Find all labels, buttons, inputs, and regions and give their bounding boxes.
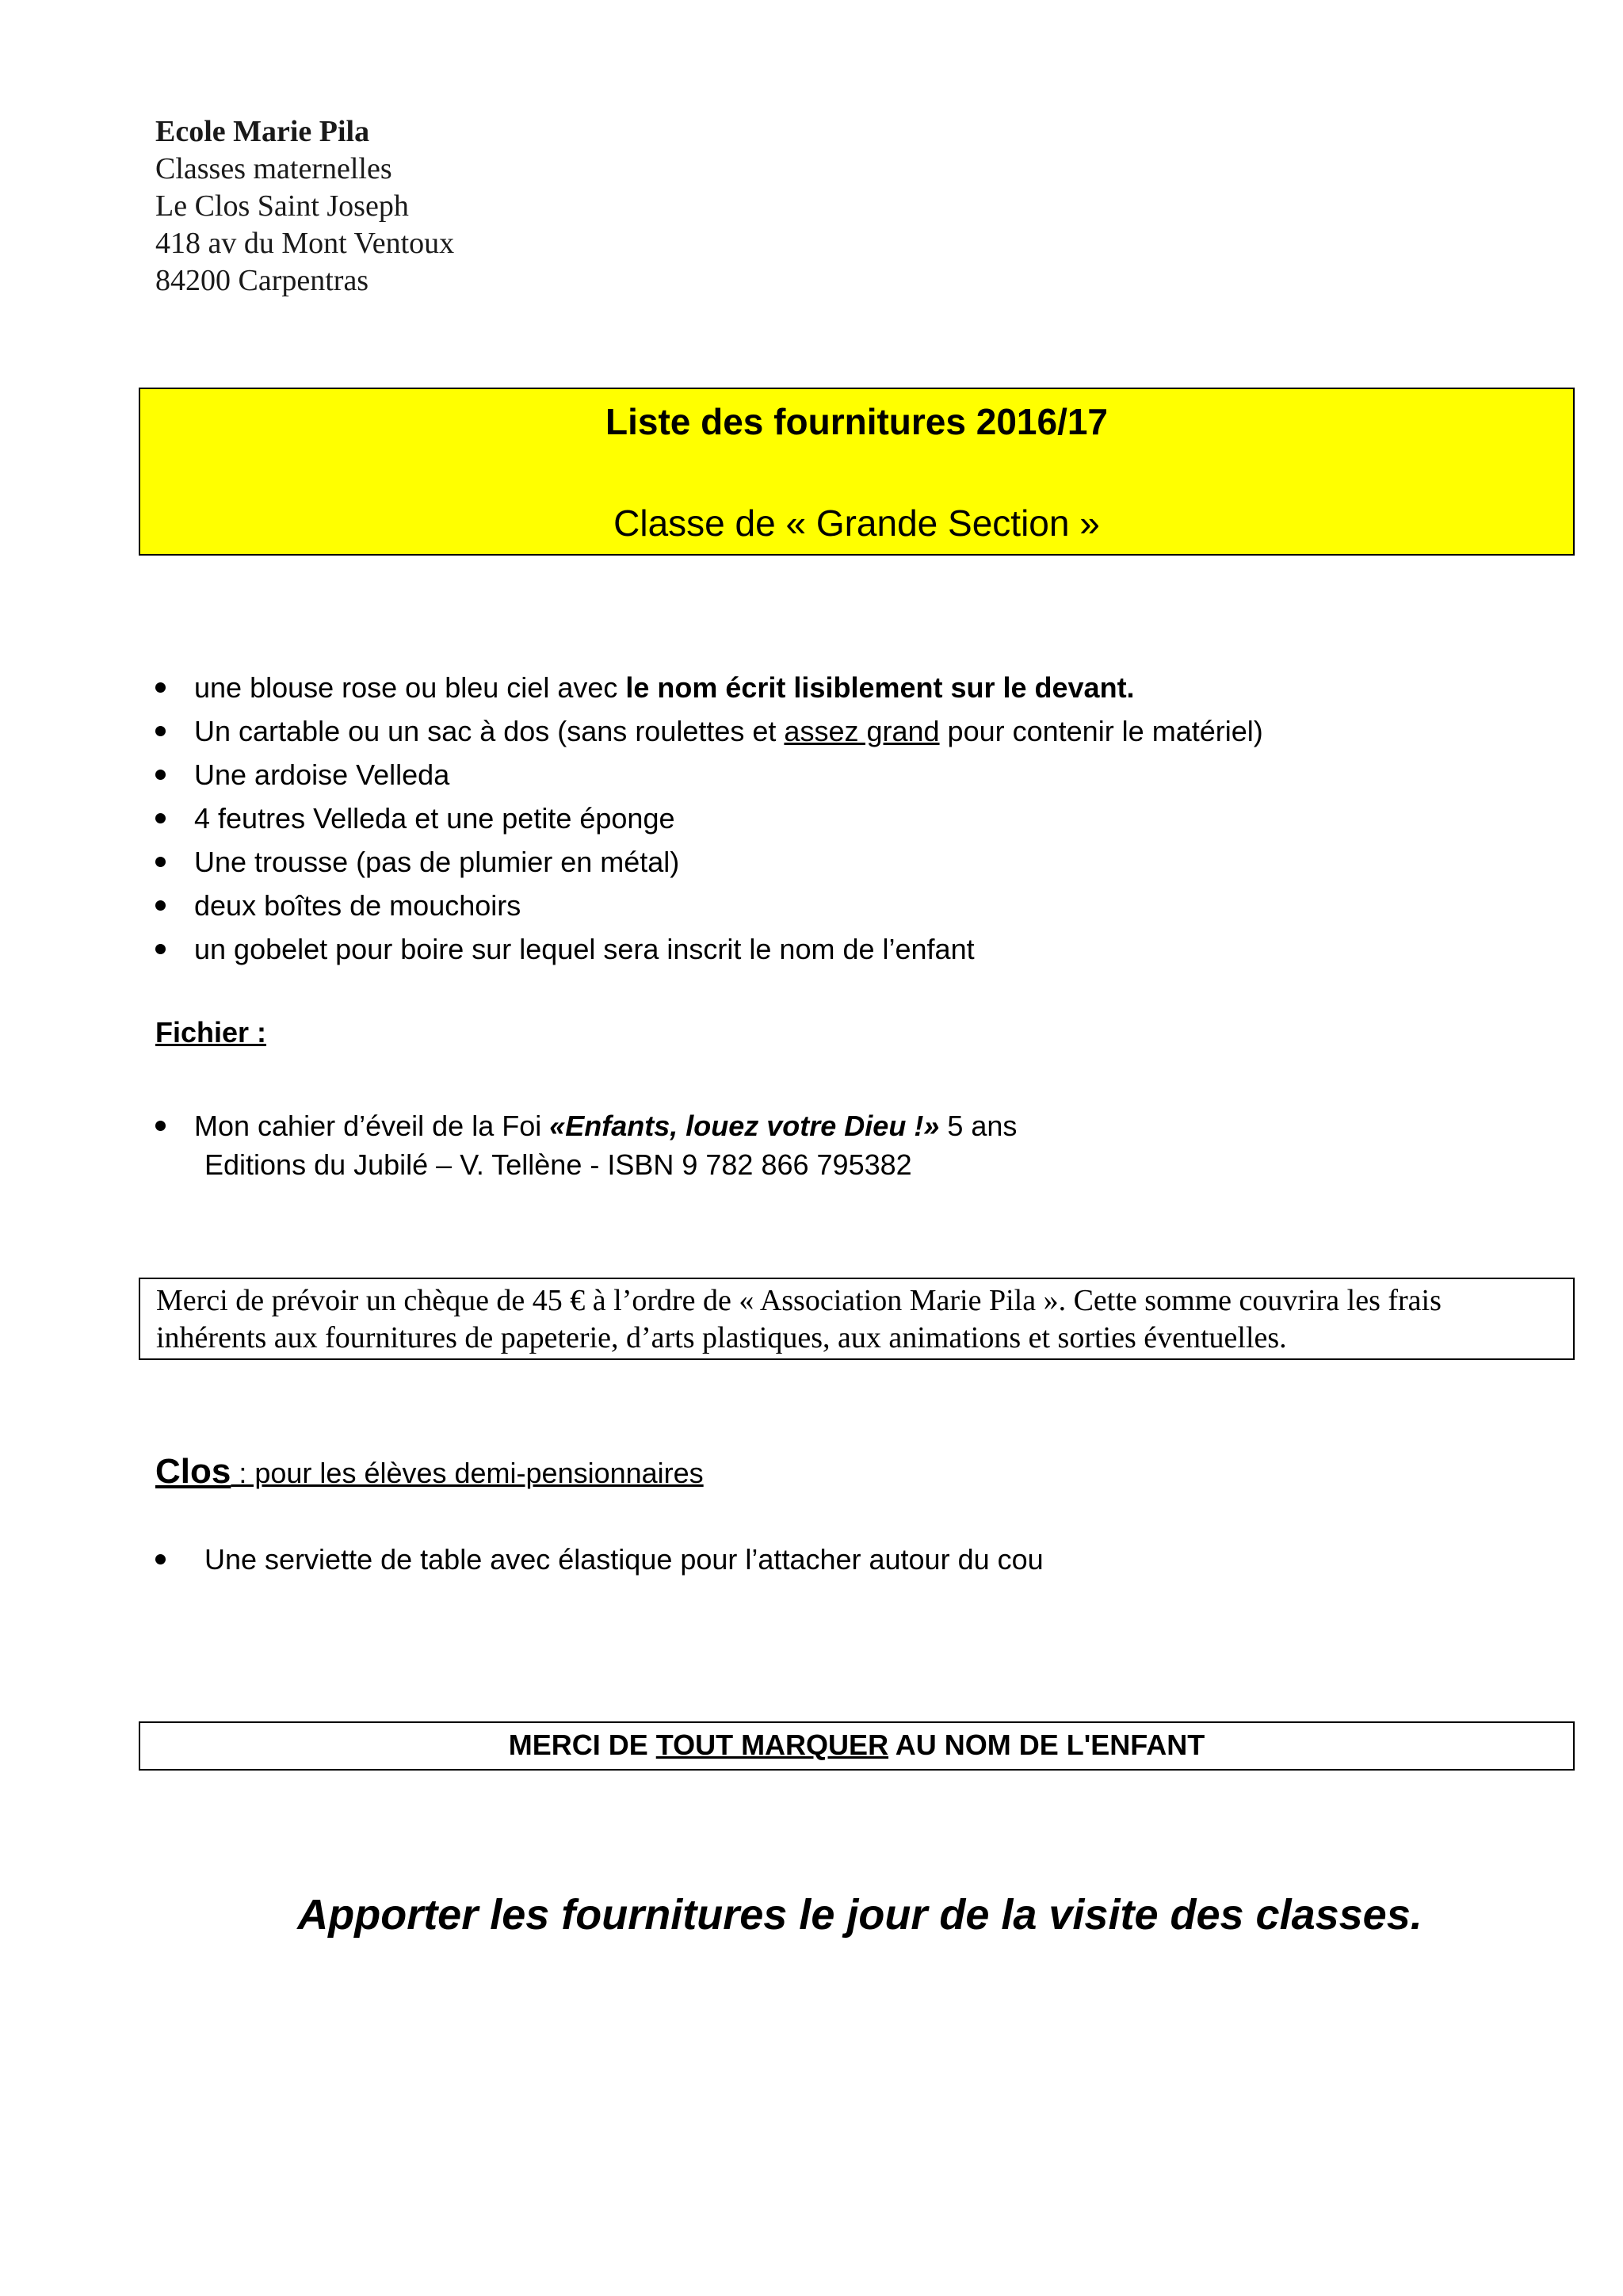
school-address: [155, 113, 454, 300]
bullet-icon: [155, 944, 166, 954]
bullet-icon: [155, 726, 166, 736]
title-box: [139, 388, 1575, 556]
list-item-text: Un cartable ou un sac à dos (sans roulettes et: [194, 715, 785, 747]
bullet-icon: [155, 1554, 166, 1564]
bullet-icon: [155, 813, 166, 823]
notice-text: AU NOM DE L'ENFANT: [888, 1729, 1205, 1761]
book-title: «Enfants, louez votre Dieu !»: [549, 1110, 940, 1142]
list-item: [155, 927, 1263, 971]
list-item: [155, 709, 1263, 753]
list-item-text: pour contenir le matériel): [939, 715, 1263, 747]
cheque-notice-box: [139, 1278, 1575, 1360]
list-item: [155, 1538, 1044, 1581]
clos-heading: [155, 1452, 704, 1492]
notice-text: MERCI DE: [508, 1729, 656, 1761]
list-item-underlined-text: assez grand: [784, 715, 940, 747]
bullet-icon: [155, 857, 166, 867]
school-address-line: Le Clos Saint Joseph: [155, 189, 409, 223]
class-subtitle: Classe de « Grande Section »: [613, 502, 1100, 544]
cheque-text-line: Merci de prévoir un chèque de 45 € à l’ordre de « Association Marie Pila ». Cette somme couvrira les frais: [156, 1284, 1442, 1317]
final-note: Apporter les fournitures le jour de la visite des classes.: [297, 1891, 1423, 1939]
supplies-list: [155, 666, 1263, 971]
list-item-text: deux boîtes de mouchoirs: [194, 889, 521, 922]
list-item-text: un gobelet pour boire sur lequel sera inscrit le nom de l’enfant: [194, 933, 975, 965]
bullet-icon: [155, 682, 166, 693]
school-address-line: Classes maternelles: [155, 152, 392, 185]
notice-underlined-text: TOUT MARQUER: [655, 1729, 889, 1761]
school-address-line: 84200 Carpentras: [155, 264, 369, 297]
bullet-icon: [155, 770, 166, 780]
list-item-text: une blouse rose ou bleu ciel avec: [194, 671, 626, 704]
clos-subtitle: : pour les élèves demi-pensionnaires: [231, 1457, 704, 1489]
cheque-text-line: inhérents aux fournitures de papeterie, d’arts plastiques, aux animations et sorties éventuelles.: [156, 1321, 1287, 1354]
list-item: [155, 884, 1263, 927]
fichier-heading: Fichier :: [155, 1016, 267, 1049]
bullet-icon: [155, 900, 166, 911]
clos-title: Clos: [155, 1452, 231, 1491]
bullet-icon: [155, 1121, 166, 1131]
school-name: Ecole Marie Pila: [155, 115, 370, 148]
list-item-text: Une ardoise Velleda: [194, 758, 450, 791]
school-address-line: 418 av du Mont Ventoux: [155, 227, 455, 260]
list-item: [155, 1104, 1017, 1148]
list-item-text: Une serviette de table avec élastique pour l’attacher autour du cou: [204, 1543, 1044, 1576]
list-item: [155, 840, 1263, 884]
list-item-text: 5 ans: [939, 1110, 1018, 1142]
list-item-bold-text: le nom écrit lisiblement sur le devant.: [625, 671, 1135, 704]
list-item-text: Mon cahier d’éveil de la Foi: [194, 1110, 550, 1142]
list-item: [155, 753, 1263, 797]
publisher-info: Editions du Jubilé – V. Tellène - ISBN 9 782 866 795382: [204, 1148, 912, 1181]
fichier-list: [155, 1104, 1017, 1148]
page-title: Liste des fournitures 2016/17: [605, 401, 1109, 442]
list-item-text: 4 feutres Velleda et une petite éponge: [194, 802, 675, 835]
list-item-text: Une trousse (pas de plumier en métal): [194, 846, 680, 878]
list-item: [155, 666, 1263, 709]
mark-items-notice: [139, 1721, 1575, 1771]
list-item: [155, 797, 1263, 840]
